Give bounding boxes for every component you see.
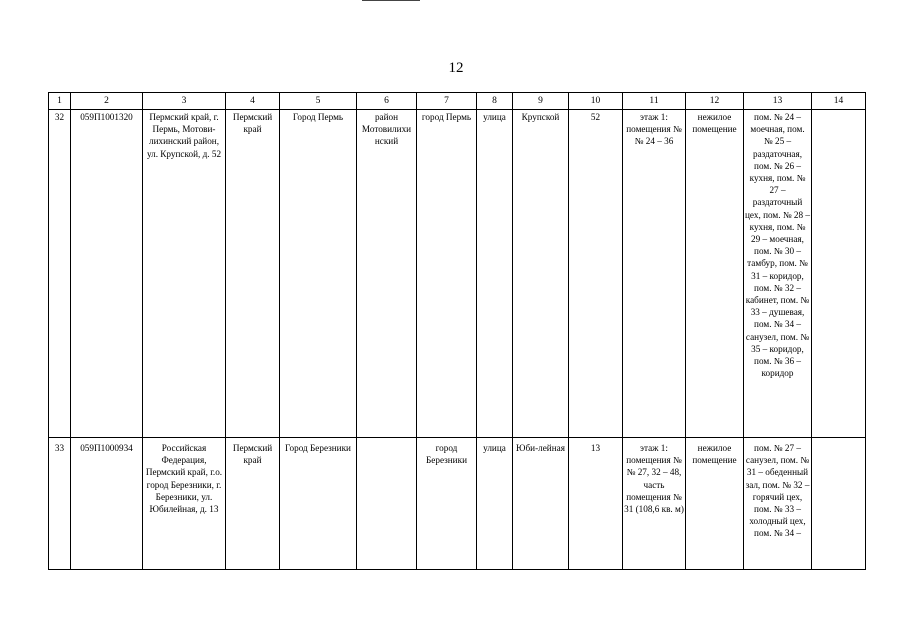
header-cell: 3 (143, 93, 226, 110)
header-cell: 8 (477, 93, 513, 110)
table-cell: Пермский край (226, 438, 280, 570)
table-cell (812, 110, 866, 438)
table-cell: улица (477, 438, 513, 570)
header-cell: 2 (71, 93, 143, 110)
table-cell: 13 (569, 438, 623, 570)
header-cell: 12 (686, 93, 744, 110)
header-cell: 7 (417, 93, 477, 110)
header-cell: 5 (280, 93, 357, 110)
table-cell: 059П1000934 (71, 438, 143, 570)
table-cell: Российская Федерация, Пермский край, г.о. город Березники, г. Березники, ул. Юбилейная, д. 13 (143, 438, 226, 570)
table-cell: улица (477, 110, 513, 438)
table-cell: нежилое помещение (686, 110, 744, 438)
table-cell: Пермский край (226, 110, 280, 438)
table-cell: 33 (49, 438, 71, 570)
table-row (49, 110, 866, 438)
header-cell: 11 (623, 93, 686, 110)
header-cell: 6 (357, 93, 417, 110)
table-cell: 52 (569, 110, 623, 438)
table-cell: нежилое помещение (686, 438, 744, 570)
header-cell: 14 (812, 93, 866, 110)
header-cell: 4 (226, 93, 280, 110)
table-cell: город Березники (417, 438, 477, 570)
table-cell: Город Пермь (280, 110, 357, 438)
table-cell: 32 (49, 110, 71, 438)
header-cell: 1 (49, 93, 71, 110)
table-cell: Крупской (513, 110, 569, 438)
top-rule (362, 0, 420, 1)
table-cell: пом. № 24 – моечная, пом. № 25 – раздаточная, пом. № 26 – кухня, пом. № 27 – раздаточный цех, пом. № 28 – кухня, пом. № 29 – моечная, пом. № 30 – тамбур, пом. № 31 – коридор, пом. № 32 – кабинет, пом. № 33 – душевая, пом. № 34 – санузел, пом. № 35 – коридор, пом. № 36 – коридор (744, 110, 812, 438)
table-cell: город Пермь (417, 110, 477, 438)
table-cell: этаж 1: помещения №№ 24 – 36 (623, 110, 686, 438)
header-cell: 13 (744, 93, 812, 110)
table-row (49, 438, 866, 570)
table-cell: этаж 1: помещения №№ 27, 32 – 48, часть помещения № 31 (108,6 кв. м) (623, 438, 686, 570)
page-number: 12 (448, 60, 464, 76)
table-cell (812, 438, 866, 570)
table-cell: пом. № 27 – санузел, пом. № 31 – обеденный зал, пом. № 32 – горячий цех, пом. № 33 – холодный цех, пом. № 34 – (744, 438, 812, 570)
header-row (49, 93, 866, 110)
table-cell: район Мотовилихи нский (357, 110, 417, 438)
table-cell (357, 438, 417, 570)
table-cell: Город Березники (280, 438, 357, 570)
table-cell: Пермский край, г. Пермь, Мотови-лихинский район, ул. Крупской, д. 52 (143, 110, 226, 438)
header-cell: 9 (513, 93, 569, 110)
header-cell: 10 (569, 93, 623, 110)
data-table (48, 92, 866, 570)
table-cell: 059П1001320 (71, 110, 143, 438)
table-cell: Юби-лейная (513, 438, 569, 570)
